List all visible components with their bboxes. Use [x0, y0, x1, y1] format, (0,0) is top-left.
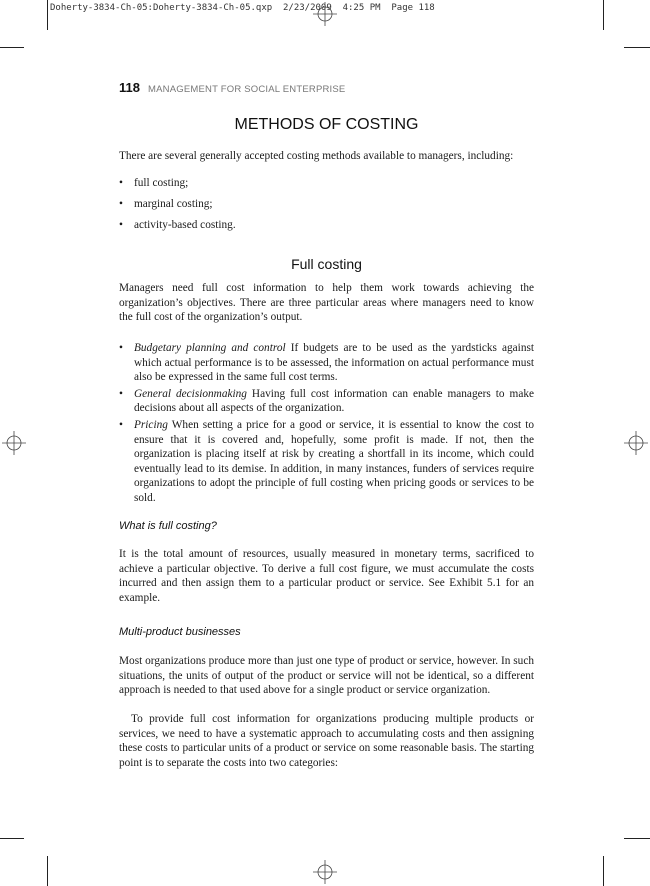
cost-areas-list: [119, 341, 534, 508]
list-item: [119, 341, 534, 385]
book-title: MANAGEMENT FOR SOCIAL ENTERPRISE: [147, 84, 346, 95]
item-term: Pricing: [134, 418, 168, 431]
crop-mark: [47, 856, 48, 886]
crop-mark: [0, 838, 24, 839]
list-item: • marginal costing;: [119, 197, 534, 212]
registration-mark-icon: [313, 860, 337, 884]
crop-mark: [603, 0, 604, 30]
item-term: General decisionmaking: [134, 387, 247, 400]
minor-heading: Multi-product businesses: [119, 626, 241, 638]
full-costing-paragraph: Managers need full cost information to help them work towards achieving the organization’s objectives. There are three particular areas where managers need to know the full cost of the organization’s output.: [119, 282, 534, 324]
crop-mark: [47, 0, 48, 30]
intro-paragraph: There are several generally accepted costing methods available to managers, including:: [119, 150, 514, 162]
item-term: Budgetary planning and control: [134, 342, 286, 354]
crop-mark: [0, 47, 24, 48]
multi-paragraph-2: To provide full cost information for organizations producing multiple products or services, we need to have a systematic approach to accumulating costs and then assigning these costs to particular units of a product or service on some reasonable basis. The starting point is to separate the costs into two categories:: [119, 713, 534, 769]
list-item: [119, 387, 534, 416]
item-text: Having full cost information can enable managers to make decisions about all aspects of the organization.: [134, 387, 534, 415]
list-item: • activity-based costing.: [119, 218, 534, 233]
subsection-title: Full costing: [291, 256, 362, 272]
list-item: [119, 418, 534, 506]
running-head: [119, 79, 345, 97]
list-item: • full costing;: [119, 176, 534, 191]
page-number: 118: [119, 80, 140, 95]
item-text: If budgets are to be used as the yardsticks against which actual performance is to be assessed, the information on actual performance must also be expressed in the same full cost terms.: [134, 342, 535, 384]
section-title: METHODS OF COSTING: [234, 116, 419, 133]
registration-mark-icon: [2, 431, 26, 455]
printer-slug: Doherty-3834-Ch-05:Doherty-3834-Ch-05.qxp 2/23/2009 4:25 PM Page 118: [50, 3, 435, 13]
crop-mark: [624, 47, 650, 48]
registration-mark-icon: [624, 431, 648, 455]
registration-mark-icon: [313, 2, 337, 26]
crop-mark: [603, 856, 604, 886]
item-text: When setting a price for a good or service, it is essential to know the cost to ensure that it is covered and, hopefully, some profit is made. If not, then the organization is placing itself at risk by creating a shortfall in its income, which could eventually lead to its demise. In addition, in many instances, funders of services require organizations to adopt the principle of full costing when pricing goods or services to be sold.: [134, 418, 534, 504]
what-is-paragraph: It is the total amount of resources, usually measured in monetary terms, sacrificed to achieve a particular objective. To derive a full cost figure, we must accumulate the costs incurred and then assign them to a particular product or service. See Exhibit 5.1 for an example.: [119, 548, 534, 604]
methods-list: [119, 176, 534, 239]
minor-heading: What is full costing?: [119, 520, 217, 532]
multi-paragraph-1: Most organizations produce more than just one type of product or service, however. In such situations, the units of output of the product or service will not be identical, so a different approach is needed to that used above for a single product or service organization.: [119, 655, 534, 697]
crop-mark: [624, 838, 650, 839]
